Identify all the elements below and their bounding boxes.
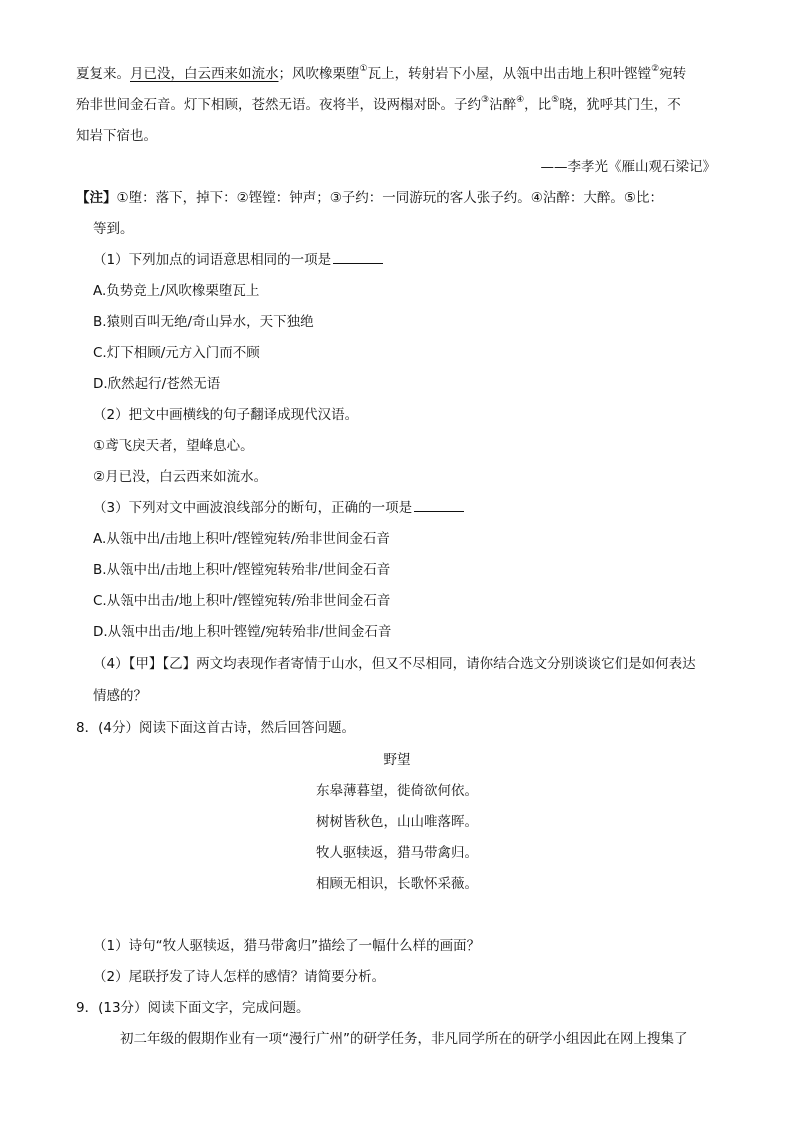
poem-line-2: 树树皆秋色，山山唯落晖。	[316, 814, 478, 830]
q7-sub2-item-1: ①鸢飞戾天者，望峰息心。	[93, 438, 254, 454]
poem-line-4: 相顾无相识，长歌怀采薇。	[316, 876, 478, 892]
q7-sub1-option-c: C.灯下相顾/元方入门而不顾	[93, 345, 260, 361]
answer-blank[interactable]	[414, 499, 464, 512]
q7-sub2: （2）把文中画横线的句子翻译成现代汉语。	[93, 407, 359, 423]
q7-sub2-item-2: ②月已没，白云西来如流水。	[93, 469, 268, 485]
q7-sub3-option-b: B.从瓴中出/击地上积叶/铿镗宛转殆非/世间金石音	[93, 562, 391, 578]
q8-header: 8．(4分）阅读下面这首古诗，然后回答问题。	[76, 720, 355, 736]
annotation-note: 【注】①堕：落下，掉下：②铿镗：钟声；③子约：一同游玩的客人张子约。④沾醉：大醉。⑤比：	[76, 190, 664, 206]
underlined-sentence: 月已没，白云西来如流水	[130, 66, 279, 82]
q7-sub1-option-a: A.负势竞上/风吹橡栗堕瓦上	[93, 283, 260, 299]
footnote-marker-1: ①	[359, 63, 368, 74]
footnote-marker-3: ③	[481, 94, 490, 105]
poem-line-3: 牧人驱犊返，猎马带禽归。	[316, 845, 478, 861]
footnote-marker-5: ⑤	[551, 94, 560, 105]
q7-sub1: （1）下列加点的词语意思相同的一项是	[93, 250, 383, 270]
q8-sub1: （1）诗句“牧人驱犊返，猎马带禽归”描绘了一幅什么样的画面？	[93, 938, 481, 954]
passage-source: ——李孝光《雁山观石梁记》	[540, 159, 716, 175]
footnote-marker-2: ②	[651, 63, 660, 74]
q7-sub1-option-b: B.猿则百叫无绝/奇山异水，天下独绝	[93, 314, 314, 330]
q9-intro: 初二年级的假期作业有一项“漫行广州”的研学任务，非凡同学所在的研学小组因此在网上搜集了	[120, 1031, 688, 1047]
annotation-note-cont: 等到。	[93, 221, 134, 237]
q7-sub3-option-a: A.从瓴中出/击地上积叶/铿镗宛转/殆非世间金石音	[93, 531, 390, 547]
answer-blank[interactable]	[333, 251, 383, 264]
passage-line-3: 知岩下宿也。	[76, 128, 157, 144]
passage-line-2: 殆非世间金石音。灯下相顾，苍然无语。夜将半，设两榻对卧。子约③沾醉④，比⑤晓，犹呼其门生，不	[76, 94, 681, 113]
q7-sub4-cont: 情感的？	[93, 688, 147, 704]
footnote-marker-4: ④	[516, 94, 525, 105]
note-label: 【注】	[76, 190, 117, 206]
q8-sub2: （2）尾联抒发了诗人怎样的感情？请简要分析。	[93, 969, 386, 985]
poem-line-1: 东皋薄暮望，徙倚欲何依。	[316, 783, 478, 799]
passage-line-1: 夏复来。月已没，白云西来如流水；风吹橡栗堕①瓦上，转射岩下小屋，从瓴中出击地上积叶铿镗②宛转	[76, 63, 687, 82]
q7-sub3-option-d: D.从瓴中出击/地上积叶铿镗/宛转殆非/世间金石音	[93, 624, 392, 640]
q7-sub4: （4）【甲】【乙】两文均表现作者寄情于山水，但又不尽相同，请你结合选文分别谈谈它们是如何表达	[93, 656, 696, 672]
q7-sub3: （3）下列对文中画波浪线部分的断句，正确的一项是	[93, 498, 464, 518]
q7-sub3-option-c: C.从瓴中出击/地上积叶/铿镗宛转/殆非世间金石音	[93, 593, 391, 609]
q9-header: 9．(13分）阅读下面文字，完成问题。	[76, 1000, 310, 1016]
q7-sub1-option-d: D.欣然起行/苍然无语	[93, 376, 221, 392]
poem-title: 野望	[383, 752, 411, 768]
